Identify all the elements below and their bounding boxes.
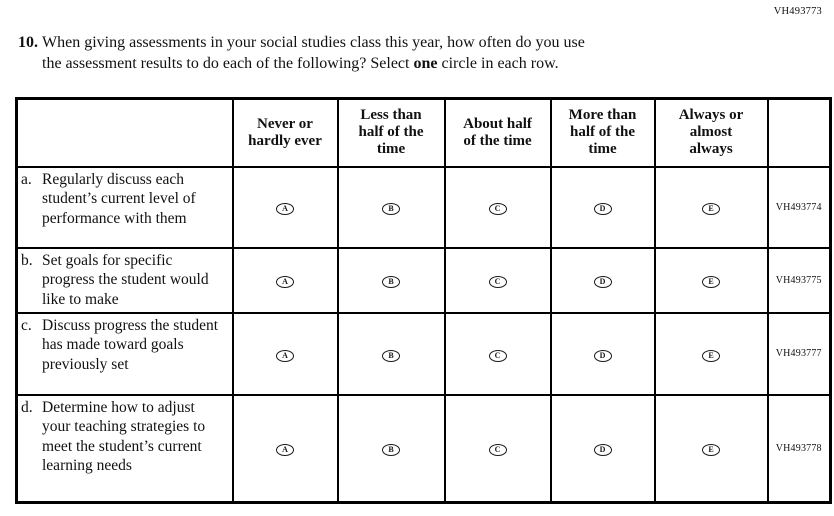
row-d-label-cell	[17, 395, 233, 503]
row-b-choice-cell-d	[551, 248, 655, 313]
row-a-choice-cell-e	[655, 167, 768, 248]
choice-bubble-d[interactable]: D	[594, 444, 612, 456]
header-about-half: About half of the time	[445, 99, 551, 167]
row-b-choice-cell-c	[445, 248, 551, 313]
row-a-label-cell	[17, 167, 233, 248]
row-b-code: VH493775	[768, 248, 831, 313]
row-d-choice-cell-c	[445, 395, 551, 503]
choice-bubble-e[interactable]: E	[702, 350, 720, 362]
row-a-choice-cell-c	[445, 167, 551, 248]
question-line2-bold: one	[413, 55, 438, 72]
row-a-code: VH493774	[768, 167, 831, 248]
form-code: VH493773	[773, 6, 822, 17]
choice-bubble-b[interactable]: B	[382, 203, 400, 215]
choice-bubble-a[interactable]: A	[276, 203, 294, 215]
frequency-matrix-table	[15, 97, 832, 504]
row-d-choice-cell-d	[551, 395, 655, 503]
row-b-choice-cell-b	[338, 248, 445, 313]
choice-bubble-c[interactable]: C	[489, 203, 507, 215]
header-code-column	[768, 99, 831, 167]
row-d-choice-cell-e	[655, 395, 768, 503]
row-c-label: Discuss progress the student has made toward goals previously set	[42, 316, 219, 373]
header-row	[17, 99, 831, 167]
row-b-label-cell	[17, 248, 233, 313]
table-row-b	[17, 248, 831, 313]
choice-bubble-a[interactable]: A	[276, 276, 294, 288]
row-c-item-letter: c.	[21, 316, 32, 334]
row-c-choice-cell-b	[338, 313, 445, 395]
question-line1: When giving assessments in your social studies class this year, how often do you use	[42, 34, 585, 51]
row-d-code: VH493778	[768, 395, 831, 503]
table-row-c	[17, 313, 831, 395]
row-a-choice-cell-b	[338, 167, 445, 248]
row-c-choice-cell-c	[445, 313, 551, 395]
choice-bubble-a[interactable]: A	[276, 350, 294, 362]
row-c-code: VH493777	[768, 313, 831, 395]
row-c-choice-cell-a	[233, 313, 338, 395]
question-line2-pre: the assessment results to do each of the following? Select	[42, 55, 414, 72]
choice-bubble-e[interactable]: E	[702, 203, 720, 215]
row-b-choice-cell-e	[655, 248, 768, 313]
row-c-label-cell	[17, 313, 233, 395]
choice-bubble-e[interactable]: E	[702, 276, 720, 288]
row-d-item-letter: d.	[21, 398, 33, 416]
row-a-choice-cell-d	[551, 167, 655, 248]
row-b-item-letter: b.	[21, 251, 33, 269]
row-b-label: Set goals for specific progress the student would like to make	[42, 251, 209, 308]
row-a-label: Regularly discuss each student’s current level of performance with them	[42, 170, 196, 227]
header-never-or-hardly-ever: Never or hardly ever	[233, 99, 338, 167]
choice-bubble-c[interactable]: C	[489, 276, 507, 288]
choice-bubble-b[interactable]: B	[382, 350, 400, 362]
choice-bubble-d[interactable]: D	[594, 350, 612, 362]
row-c-choice-cell-d	[551, 313, 655, 395]
choice-bubble-b[interactable]: B	[382, 444, 400, 456]
choice-bubble-e[interactable]: E	[702, 444, 720, 456]
choice-bubble-d[interactable]: D	[594, 203, 612, 215]
question-number: 10.	[18, 34, 38, 51]
table-row-a	[17, 167, 831, 248]
choice-bubble-c[interactable]: C	[489, 350, 507, 362]
row-a-item-letter: a.	[21, 170, 32, 188]
choice-bubble-a[interactable]: A	[276, 444, 294, 456]
question-10	[18, 32, 585, 74]
header-always-or-almost: Always or almost always	[655, 99, 768, 167]
question-text	[42, 32, 585, 74]
row-a-choice-cell-a	[233, 167, 338, 248]
row-d-choice-cell-b	[338, 395, 445, 503]
choice-bubble-c[interactable]: C	[489, 444, 507, 456]
row-b-choice-cell-a	[233, 248, 338, 313]
header-less-than-half: Less than half of the time	[338, 99, 445, 167]
row-d-choice-cell-a	[233, 395, 338, 503]
table-row-d	[17, 395, 831, 503]
choice-bubble-d[interactable]: D	[594, 276, 612, 288]
header-empty-stub	[17, 99, 233, 167]
question-line2-post: circle in each row.	[437, 55, 559, 72]
row-d-label: Determine how to adjust your teaching strategies to meet the student’s current learning needs	[42, 398, 206, 474]
header-more-than-half: More than half of the time	[551, 99, 655, 167]
row-c-choice-cell-e	[655, 313, 768, 395]
choice-bubble-b[interactable]: B	[382, 276, 400, 288]
